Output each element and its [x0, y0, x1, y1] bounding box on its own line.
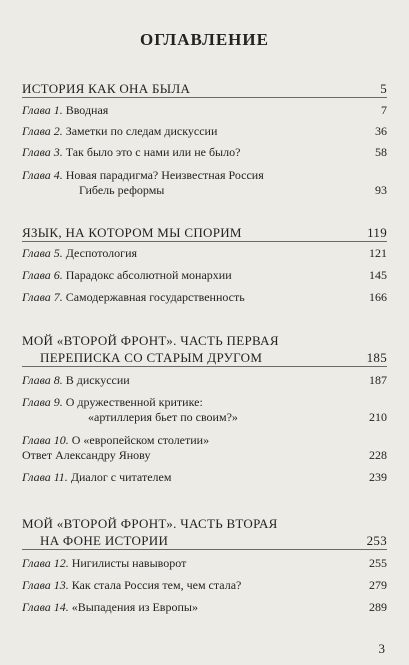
- chapter-entry: [22, 246, 387, 261]
- chapter-page: 121: [369, 246, 387, 260]
- chapter-label: Глава 12.: [22, 556, 69, 570]
- chapter-title: Диалог с читателем: [70, 470, 172, 484]
- chapter-entry: [22, 373, 387, 388]
- chapter-title: Как стала Россия тем, чем стала?: [71, 578, 242, 592]
- part-page: 5: [380, 81, 387, 96]
- part-page: 253: [366, 533, 387, 548]
- chapter-title-line2: Ответ Александру Янову: [22, 448, 151, 462]
- chapter-title: Вводная: [65, 103, 109, 117]
- chapter-page: 36: [375, 124, 387, 138]
- page-title: ОГЛАВЛЕНИЕ: [140, 30, 269, 49]
- part-1-heading: [22, 80, 387, 98]
- chapter-page: 210: [369, 410, 387, 424]
- chapter-page: 279: [369, 578, 387, 592]
- chapter-entry: [22, 600, 387, 615]
- part-title: МОЙ «ВТОРОЙ ФРОНТ». ЧАСТЬ ПЕРВАЯ: [22, 333, 279, 348]
- chapter-title: Нигилисты навыворот: [71, 556, 187, 570]
- chapter-title: Так было это с нами или не было?: [65, 145, 241, 159]
- part-4-heading: [22, 515, 387, 550]
- chapter-page: 58: [375, 145, 387, 159]
- chapter-label: Глава 9.: [22, 395, 63, 409]
- chapter-entry: [22, 470, 387, 485]
- chapter-title: В дискуссии: [65, 373, 130, 387]
- chapter-title-line2: Гибель реформы: [79, 183, 165, 197]
- chapter-title: Заметки по следам дискуссии: [65, 124, 218, 138]
- chapter-page: 289: [369, 600, 387, 614]
- part-3-heading: [22, 332, 387, 367]
- chapter-title: Самодержавная государственность: [65, 290, 245, 304]
- chapter-page: 228: [369, 448, 387, 462]
- chapter-label: Глава 8.: [22, 373, 63, 387]
- part-title: ЯЗЫК, НА КОТОРОМ МЫ СПОРИМ: [22, 225, 242, 240]
- chapter-entry: [22, 124, 387, 139]
- chapter-title: Новая парадигма? Неизвестная Россия: [65, 168, 264, 182]
- chapter-title: О дружественной критике:: [65, 395, 203, 409]
- chapter-label: Глава 7.: [22, 290, 63, 304]
- chapter-entry: [22, 395, 387, 425]
- part-page: 119: [367, 225, 387, 240]
- chapter-page: 187: [369, 373, 387, 387]
- chapter-label: Глава 10.: [22, 433, 69, 447]
- chapter-entry: [22, 268, 387, 283]
- chapter-label: Глава 14.: [22, 600, 69, 614]
- part-2-heading: [22, 224, 387, 242]
- chapter-label: Глава 6.: [22, 268, 63, 282]
- chapter-label: Глава 2.: [22, 124, 63, 138]
- chapter-label: Глава 5.: [22, 246, 63, 260]
- part-title: ИСТОРИЯ КАК ОНА БЫЛА: [22, 81, 191, 96]
- chapter-entry: [22, 578, 387, 593]
- chapter-label: Глава 4.: [22, 168, 63, 182]
- part-title: МОЙ «ВТОРОЙ ФРОНТ». ЧАСТЬ ВТОРАЯ: [22, 516, 278, 531]
- chapter-entry: [22, 290, 387, 305]
- chapter-title: Деспотология: [65, 246, 138, 260]
- chapter-label: Глава 13.: [22, 578, 69, 592]
- chapter-page: 239: [369, 470, 387, 484]
- chapter-page: 7: [381, 103, 387, 117]
- chapter-page: 255: [369, 556, 387, 570]
- chapter-entry: [22, 433, 387, 463]
- chapter-entry: [22, 103, 387, 118]
- page-number: 3: [378, 641, 385, 656]
- chapter-title: «Выпадения из Европы»: [71, 600, 198, 614]
- part-subtitle: НА ФОНЕ ИСТОРИИ: [40, 533, 169, 548]
- chapter-page: 93: [375, 183, 387, 197]
- part-subtitle: ПЕРЕПИСКА СО СТАРЫМ ДРУГОМ: [40, 350, 263, 365]
- chapter-label: Глава 11.: [22, 470, 68, 484]
- chapter-label: Глава 1.: [22, 103, 63, 117]
- chapter-page: 145: [369, 268, 387, 282]
- chapter-label: Глава 3.: [22, 145, 63, 159]
- part-page: 185: [366, 350, 387, 365]
- chapter-page: 166: [369, 290, 387, 304]
- chapter-entry: [22, 556, 387, 571]
- chapter-title-line2: «артиллерия бьет по своим?»: [88, 410, 238, 424]
- chapter-entry: [22, 168, 387, 198]
- chapter-title: О «европейском столетии»: [71, 433, 210, 447]
- chapter-title: Парадокс абсолютной монархии: [65, 268, 232, 282]
- chapter-entry: [22, 145, 387, 160]
